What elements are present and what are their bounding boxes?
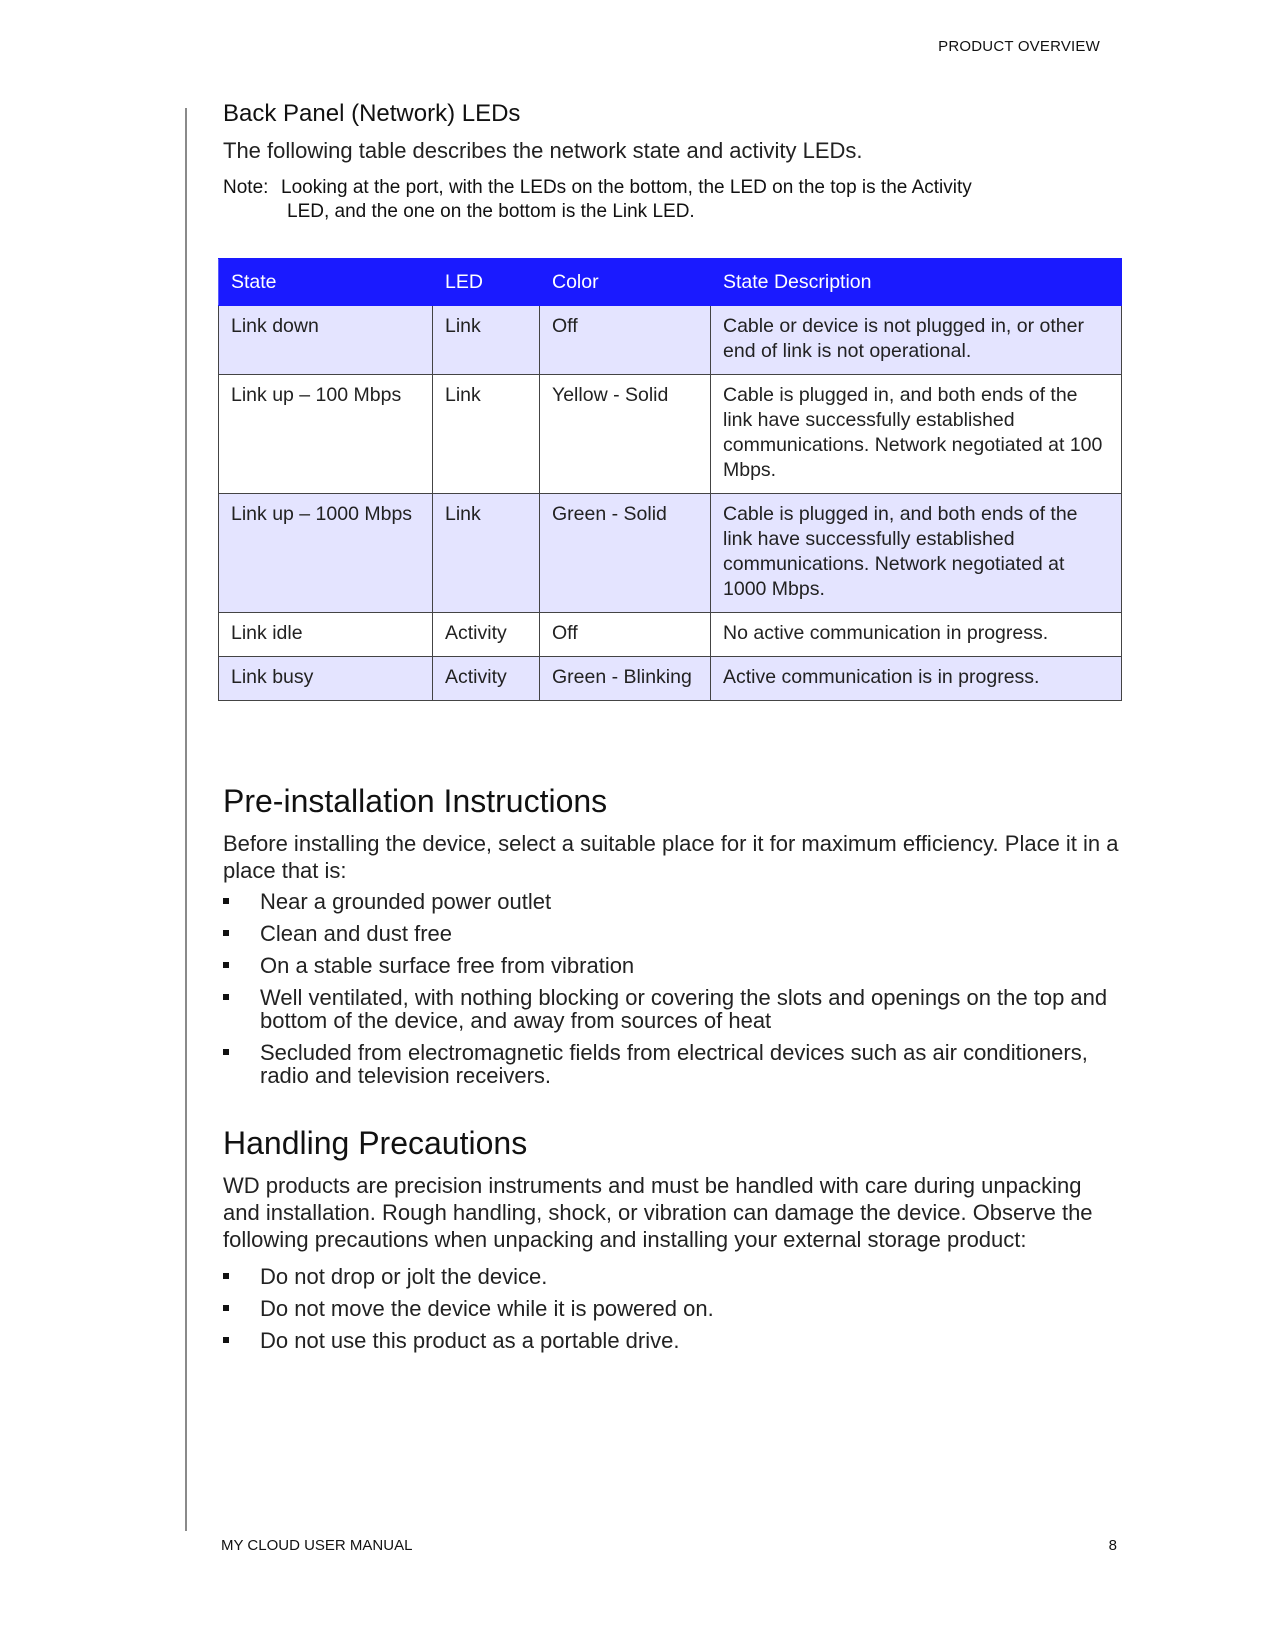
table-cell: Green - Blinking bbox=[540, 657, 711, 701]
bullet-icon bbox=[223, 962, 229, 968]
table-cell: Link busy bbox=[219, 657, 433, 701]
table-cell: No active communication in progress. bbox=[711, 613, 1122, 657]
list-item-text: Near a grounded power outlet bbox=[260, 889, 552, 914]
bullet-icon bbox=[223, 1049, 229, 1055]
bullet-list bbox=[223, 1265, 1123, 1352]
led-table bbox=[218, 258, 1122, 701]
list-item-text: Do not drop or jolt the device. bbox=[260, 1264, 548, 1289]
table-cell: Link bbox=[433, 375, 540, 494]
list-item-text: Secluded from electromagnetic fields from electrical devices such as air conditioners, radio and television receivers. bbox=[260, 1040, 1088, 1088]
table-cell: Link bbox=[433, 306, 540, 375]
section-intro: Before installing the device, select a suitable place for it for maximum efficiency. Place it in a place that is: bbox=[223, 831, 1119, 883]
margin-rule bbox=[185, 108, 187, 1531]
table-row bbox=[219, 657, 1122, 701]
table-cell: Cable is plugged in, and both ends of the link have successfully established communications. Network negotiated at 1000 Mbps. bbox=[711, 494, 1122, 613]
table-cell: Yellow - Solid bbox=[540, 375, 711, 494]
note-text-line2: LED, and the one on the bottom is the Link LED. bbox=[287, 201, 695, 222]
list-item bbox=[223, 954, 1123, 977]
table-cell: Off bbox=[540, 613, 711, 657]
table-cell: Off bbox=[540, 306, 711, 375]
table-row bbox=[219, 613, 1122, 657]
column-header: State bbox=[219, 259, 433, 306]
back-panel-section bbox=[223, 100, 1123, 224]
table-cell: Activity bbox=[433, 613, 540, 657]
section-intro: WD products are precision instruments and must be handled with care during unpacking and installation. Rough handling, shock, or vibration can damage the device. Observe the following precautions when unpacking and installing your external storage product: bbox=[223, 1173, 1093, 1252]
list-item-text: Well ventilated, with nothing blocking or covering the slots and openings on the top and bottom of the device, and away from sources of heat bbox=[260, 985, 1108, 1033]
list-item bbox=[223, 1041, 1123, 1087]
section-intro: The following table describes the network state and activity LEDs. bbox=[223, 138, 863, 163]
bullet-icon bbox=[223, 1273, 229, 1279]
bullet-icon bbox=[223, 930, 229, 936]
table-cell: Green - Solid bbox=[540, 494, 711, 613]
column-header: State Description bbox=[711, 259, 1122, 306]
table-cell: Link idle bbox=[219, 613, 433, 657]
footer-manual-title: MY CLOUD USER MANUAL bbox=[221, 1537, 413, 1554]
table-cell: Link up – 100 Mbps bbox=[219, 375, 433, 494]
bullet-icon bbox=[223, 1305, 229, 1311]
list-item-text: Clean and dust free bbox=[260, 921, 453, 946]
table-cell: Active communication is in progress. bbox=[711, 657, 1122, 701]
pre-installation-section bbox=[223, 783, 1123, 1096]
list-item bbox=[223, 1329, 1123, 1352]
table-row bbox=[219, 494, 1122, 613]
bullet-icon bbox=[223, 898, 229, 904]
list-item bbox=[223, 922, 1123, 945]
list-item-text: On a stable surface free from vibration bbox=[260, 953, 635, 978]
table-row bbox=[219, 306, 1122, 375]
list-item-text: Do not use this product as a portable drive. bbox=[260, 1328, 680, 1353]
table-cell: Link up – 1000 Mbps bbox=[219, 494, 433, 613]
table-cell: Cable is plugged in, and both ends of the link have successfully established communications. Network negotiated at 100 Mbps. bbox=[711, 375, 1122, 494]
table-row bbox=[219, 375, 1122, 494]
section-heading: Pre-installation Instructions bbox=[223, 783, 608, 819]
section-heading: Handling Precautions bbox=[223, 1125, 528, 1161]
column-header: LED bbox=[433, 259, 540, 306]
list-item bbox=[223, 1297, 1123, 1320]
table-header-row bbox=[219, 259, 1122, 306]
list-item-text: Do not move the device while it is powered on. bbox=[260, 1296, 714, 1321]
bullet-icon bbox=[223, 994, 229, 1000]
note-label: Note: bbox=[223, 177, 269, 198]
table-cell: Cable or device is not plugged in, or other end of link is not operational. bbox=[711, 306, 1122, 375]
table-cell: Activity bbox=[433, 657, 540, 701]
list-item bbox=[223, 890, 1123, 913]
column-header: Color bbox=[540, 259, 711, 306]
note-text-line1: Looking at the port, with the LEDs on the bottom, the LED on the top is the Activity bbox=[281, 177, 972, 198]
list-item bbox=[223, 1265, 1123, 1288]
table-cell: Link bbox=[433, 494, 540, 613]
bullet-list bbox=[223, 890, 1123, 1087]
section-heading: Back Panel (Network) LEDs bbox=[223, 100, 521, 127]
bullet-icon bbox=[223, 1337, 229, 1343]
handling-precautions-section bbox=[223, 1125, 1123, 1361]
running-header: PRODUCT OVERVIEW bbox=[938, 38, 1100, 55]
table-cell: Link down bbox=[219, 306, 433, 375]
list-item bbox=[223, 986, 1123, 1032]
page-number: 8 bbox=[1108, 1537, 1117, 1554]
note bbox=[223, 176, 1123, 224]
